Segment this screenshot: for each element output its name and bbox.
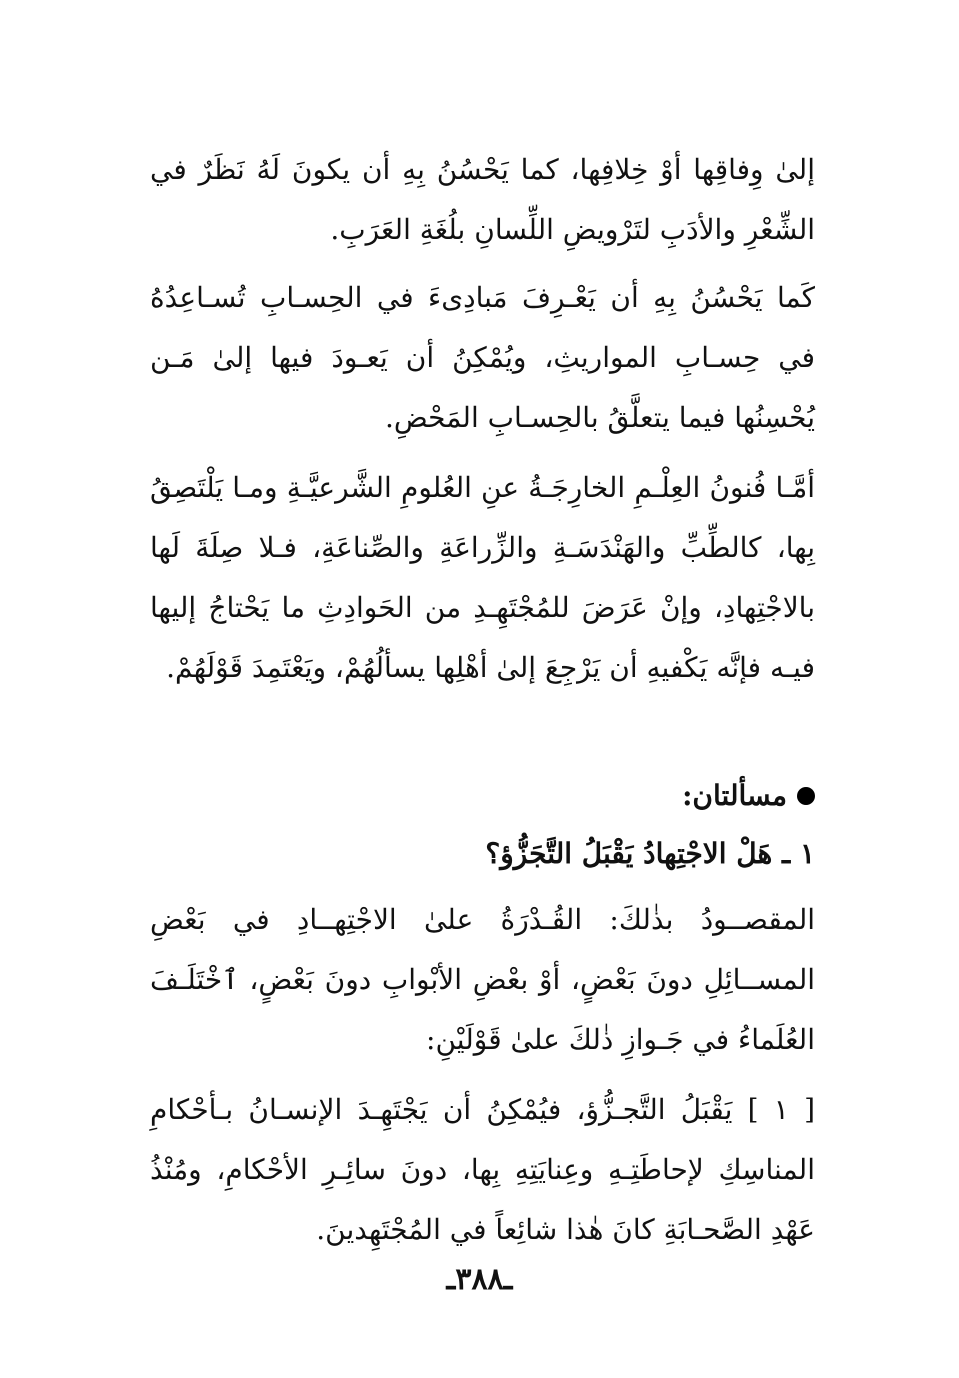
- paragraph-1: إلىٰ وِفاقِها أوْ خِلافِها، كما يَحْسُنُ بِهِ أن يكونَ لَهُ نَظَرٌ في الشِّعْرِ والأدَبِ لتَرْويضِ اللِّسانِ بلُغَةِ العَرَبِ.: [150, 153, 815, 246]
- page-number: ـ٣٨٨ـ: [446, 1262, 513, 1297]
- paragraph-4: المقصــودُ بذٰلكَ: القُـدْرَةُ علىٰ الاجْتِهــادِ في بَعْضِ المســائِلِ دونَ بَعْضٍ، أوْ بعْضِ الأبْوابِ دونَ بَعْضٍ، ٱخْتَلَـفَ العُلَماءُ في جَـوازِ ذٰلكَ علىٰ قَوْلَيْنِ:: [150, 903, 815, 1056]
- page-body: [150, 140, 815, 1270]
- section-heading: [150, 770, 815, 822]
- question-heading: ١ ـ هَلْ الاجْتِهادُ يَقْبَلُ التَّجَزُّؤ؟: [485, 837, 815, 870]
- paragraph-2: كَما يَحْسُنُ بِهِ أن يَعْـرِفَ مَبادِىءَ في الحِسـابِ تُسـاعِدُهُ في حِسـابِ المواريثِ، ويُمْكِنُ أن يَعـودَ فيها إلىٰ مَـن يُحْسِنُها فيما يتعلَّقُ بالحِسـابِ المَحْضِ.: [150, 281, 815, 434]
- paragraph-5: [ ١ ] يَقْبَلُ التَّجـزُّؤ، فيُمْكِنُ أن يَجْتَهِـدَ الإنسـانُ بـأحْكامِ المناسِكِ لإحاطَتِـهِ وعِنايَتِهِ بِها، دونَ سائِـرِ الأحْكامِ، ومُنْذُ عَهْدِ الصَّحـابَةِ كانَ هٰذا شائِعاً في المُجْتَهِدينَ.: [150, 1093, 815, 1246]
- bullet-icon: [797, 787, 815, 805]
- section-heading-text: مسألتان:: [682, 779, 787, 812]
- paragraph-3: أمَّـا فُنونُ العِلْـمِ الخارِجَـةُ عنِ العُلومِ الشَّرعيَّـةِ ومـا يَلْتَصِقُ بِها، كالطِّبِّ والهَنْدَسَـةِ والزِّراعَةِ والصِّناعَةِ، فـلا صِلَةَ لَها بالاجْتِهادِ، وإنْ عَرَضَ للمُجْتَهِـدِ من الحَوادِثِ ما يَحْتاجُ إليها فيـه فإنَّه يَكْفيهِ أن يَرْجِعَ إلىٰ أهْلِها يسألُهُمْ، ويَعْتَمِدَ قَوْلَهُمْ.: [150, 471, 815, 684]
